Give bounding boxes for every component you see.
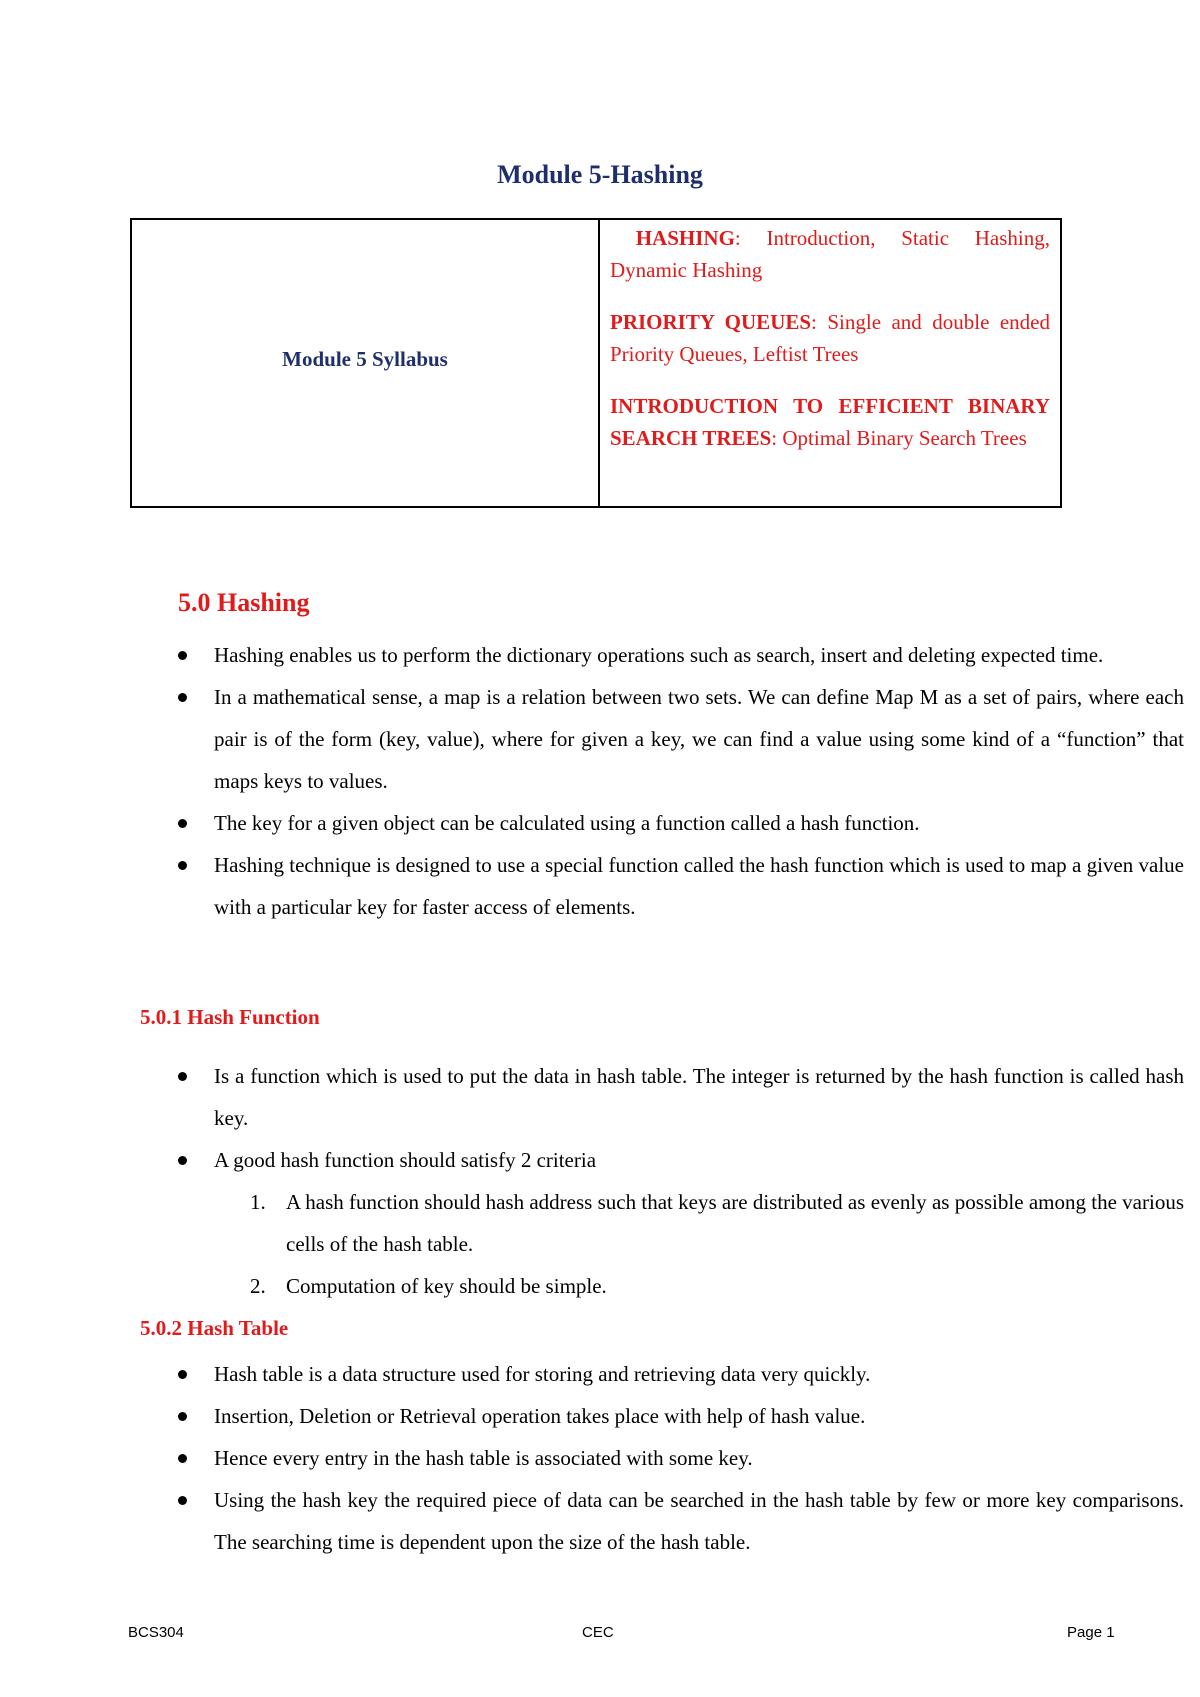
hash-table-bullet-list — [178, 1353, 1184, 1563]
list-item: Is a function which is used to put the data in hash table. The integer is returned by the hash function is called hash key. — [178, 1055, 1184, 1139]
syllabus-topic-priority-queues: PRIORITY QUEUES: Single and double ended Priority Queues, Leftist Trees — [610, 310, 1050, 366]
syllabus-label: Module 5 Syllabus — [132, 220, 600, 506]
list-item: Hash table is a data structure used for storing and retrieving data very quickly. — [178, 1353, 1184, 1395]
hashing-bullet-list — [178, 634, 1184, 928]
page-title: Module 5-Hashing — [497, 160, 703, 189]
footer-college: CEC — [582, 1624, 614, 1641]
list-item: Insertion, Deletion or Retrieval operation takes place with help of hash value. — [178, 1395, 1184, 1437]
syllabus-topics — [600, 220, 1060, 506]
list-item: The key for a given object can be calculated using a function called a hash function. — [178, 802, 1184, 844]
list-item: Using the hash key the required piece of data can be searched in the hash table by few or more key comparisons. The searching time is dependent upon the size of the hash table. — [178, 1479, 1184, 1563]
hash-function-criteria-list — [250, 1181, 1184, 1307]
syllabus-topic-hashing: HASHING: Introduction, Static Hashing, Dynamic Hashing — [610, 226, 1050, 282]
section-heading-hashing: 5.0 Hashing — [178, 588, 310, 617]
list-item: Hashing enables us to perform the dictionary operations such as search, insert and deleting expected time. — [178, 634, 1184, 676]
footer-page-number: Page 1 — [1067, 1624, 1115, 1641]
list-item: Hence every entry in the hash table is associated with some key. — [178, 1437, 1184, 1479]
section-heading-hash-function: 5.0.1 Hash Function — [140, 1005, 320, 1029]
list-item: 1. A hash function should hash address such that keys are distributed as evenly as possible among the various cells of the hash table. — [250, 1190, 1184, 1256]
footer-course-code: BCS304 — [128, 1624, 184, 1641]
section-heading-hash-table: 5.0.2 Hash Table — [140, 1316, 289, 1340]
list-item: In a mathematical sense, a map is a relation between two sets. We can define Map M as a set of pairs, where each pair is of the form (key, value), where for given a key, we can find a value using some kind of a “function” that maps keys to values. — [178, 676, 1184, 802]
syllabus-topic-bst: INTRODUCTION TO EFFICIENT BINARY SEARCH TREES: Optimal Binary Search Trees — [610, 394, 1050, 450]
list-item: Hashing technique is designed to use a special function called the hash function which is used to map a given value with a particular key for faster access of elements. — [178, 844, 1184, 928]
list-item: 2. Computation of key should be simple. — [250, 1274, 607, 1298]
hash-function-bullet-list — [178, 1055, 1184, 1181]
syllabus-table — [130, 218, 1062, 508]
list-item: A good hash function should satisfy 2 criteria — [178, 1139, 1184, 1181]
